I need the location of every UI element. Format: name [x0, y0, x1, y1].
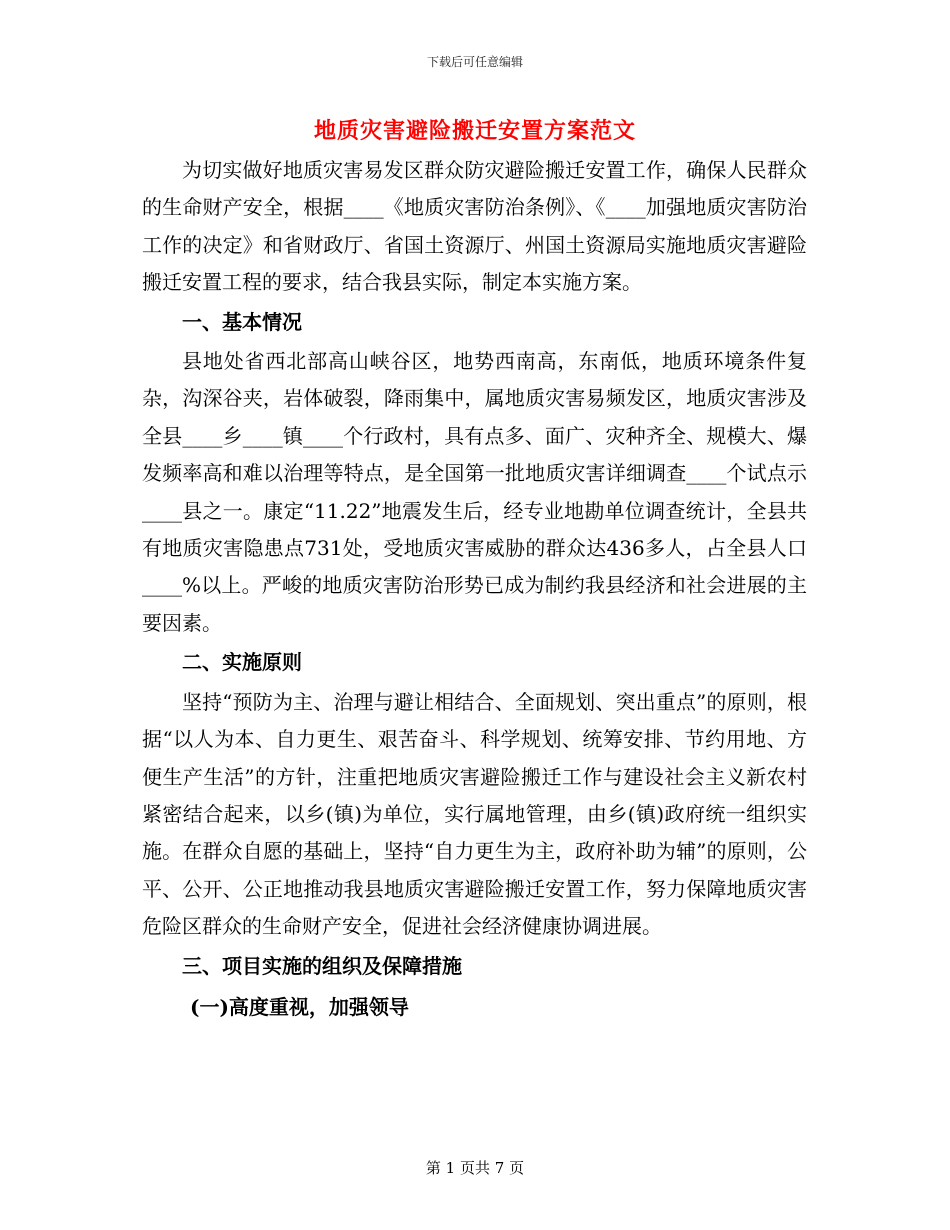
subsection-heading-leadership: (一)高度重视，加强领导 — [190, 994, 409, 1019]
header-note: 下载后可任意编辑 — [426, 55, 523, 69]
document-title: 地质灾害避险搬迁安置方案范文 — [313, 118, 636, 144]
section-heading-principles: 二、实施原则 — [182, 650, 302, 675]
document-body — [142, 152, 807, 1028]
principles-paragraph: 坚持“预防为主、治理与避让相结合、全面规划、突出重点”的原则，根据“以人为本、自力更生、艰苦奋斗、科学规划、统筹安排、节约用地、方便生产生活”的方针，注重把地质灾害避险搬迁工作与建设社会主义新农村紧密结合起来，以乡(镇)为单位，实行属地管理，由乡(镇)政府统一组织实施。在群众自愿的基础上，坚持“自力更生为主，政府补助为辅”的原则，公平、公开、公正地推动我县地质灾害避险搬迁安置工作，努力保障地质灾害危险区群众的生命财产安全，促进社会经济健康协调进展。 — [142, 689, 807, 939]
intro-paragraph: 为切实做好地质灾害易发区群众防灾避险搬迁安置工作，确保人民群众的生命财产安全，根据____《地质灾害防治条例》、《____加强地质灾害防治工作的决定》和省财政厅、省国土资源厅、州国土资源局实施地质灾害避险搬迁安置工程的要求，结合我县实际，制定本实施方案。 — [142, 158, 807, 295]
section-heading-organization: 三、项目实施的组织及保障措施 — [182, 953, 462, 978]
page-footer: 第 1 页共 7 页 — [425, 1159, 525, 1177]
basic-situation-paragraph: 县地处省西北部高山峡谷区，地势西南高，东南低，地质环境条件复杂，沟深谷夹，岩体破裂，降雨集中，属地质灾害易频发区，地质灾害涉及全县____乡____镇____个行政村，具有点多、面广、灾种齐全、规模大、爆发频率高和难以治理等特点，是全国第一批地质灾害详细调查____个试点示____县之一。康定“11.22”地震发生后，经专业地勘单位调查统计，全县共有地质灾害隐患点731处，受地质灾害威胁的群众达436多人，占全县人口____%以上。严峻的地质灾害防治形势已成为制约我县经济和社会进展的主要因素。 — [142, 349, 807, 635]
section-heading-basic-situation: 一、基本情况 — [182, 309, 302, 334]
